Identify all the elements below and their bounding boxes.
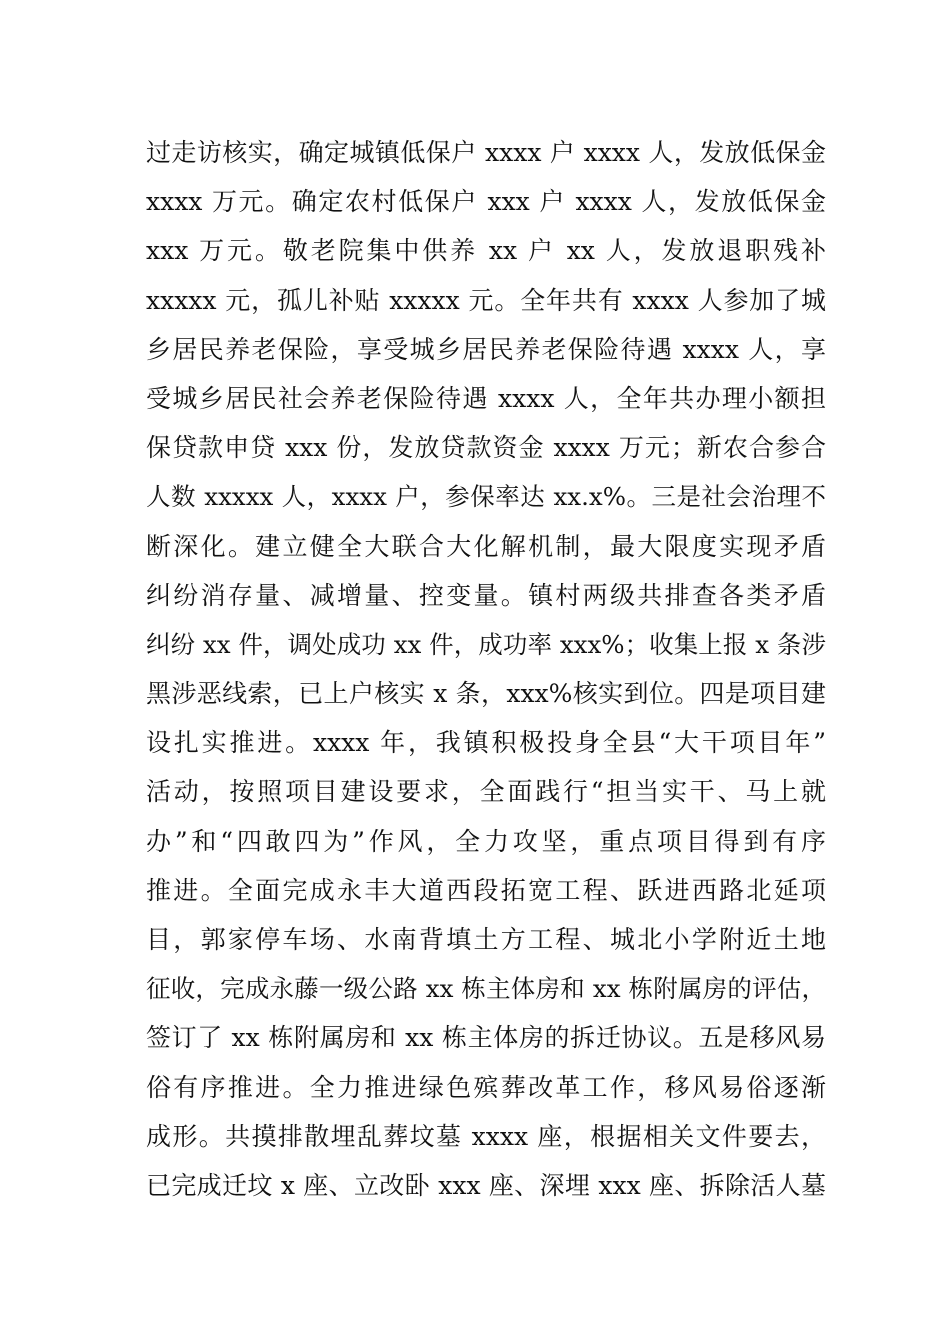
text-line: xxxx 万元。确定农村低保户 xxx 户 xxxx 人，发放低保金 — [146, 187, 826, 217]
text-line: 乡居民养老保险，享受城乡居民养老保险待遇 xxxx 人，享 — [146, 334, 826, 364]
text-line: 保贷款申贷 xxx 份，发放贷款资金 xxxx 万元；新农合参合 — [146, 433, 826, 463]
text-line: 纠纷消存量、减增量、控变量。镇村两级共排查各类矛盾 — [146, 580, 826, 610]
text-line: 签订了 xx 栋附属房和 xx 栋主体房的拆迁协议。五是移风易 — [146, 1023, 826, 1053]
text-line: 推进。全面完成永丰大道西段拓宽工程、跃进西路北延项 — [146, 875, 826, 905]
text-line: 过走访核实，确定城镇低保户 xxxx 户 xxxx 人，发放低保金 — [146, 138, 826, 167]
text-line: 受城乡居民社会养老保险待遇 xxxx 人，全年共办理小额担 — [146, 383, 826, 413]
text-line: 已完成迁坟 x 座、立改卧 xxx 座、深埋 xxx 座、拆除活人墓 — [146, 1170, 826, 1200]
text-line: 办”和“四敢四为”作风，全力攻坚，重点项目得到有序 — [146, 826, 826, 856]
text-line: 俗有序推进。全力推进绿色殡葬改革工作，移风易俗逐渐 — [146, 1072, 826, 1102]
text-line: xxxxx 元，孤儿补贴 xxxxx 元。全年共有 xxxx 人参加了城 — [146, 285, 826, 315]
text-line: 黑涉恶线索，已上户核实 x 条，xxx%核实到位。四是项目建 — [146, 679, 826, 709]
text-line: 活动，按照项目建设要求，全面践行“担当实干、马上就 — [146, 777, 826, 807]
text-line: 纠纷 xx 件，调处成功 xx 件，成功率 xxx%；收集上报 x 条涉 — [146, 629, 826, 659]
text-line: 征收，完成永藤一级公路 xx 栋主体房和 xx 栋附属房的评估， — [146, 974, 826, 1004]
text-line: 成形。共摸排散埋乱葬坟墓 xxxx 座，根据相关文件要去， — [146, 1121, 826, 1151]
text-line: 人数 xxxxx 人，xxxx 户，参保率达 xx.x%。三是社会治理不 — [146, 482, 826, 512]
body-paragraph — [146, 128, 826, 1210]
text-line: 设扎实推进。xxxx 年，我镇积极投身全县“大干项目年” — [146, 728, 826, 758]
text-line: 断深化。建立健全大联合大化解机制，最大限度实现矛盾 — [146, 531, 826, 561]
text-line: 目，郭家停车场、水南背填土方工程、城北小学附近土地 — [146, 925, 826, 954]
text-line: xxx 万元。敬老院集中供养 xx 户 xx 人，发放退职残补 — [146, 236, 826, 266]
